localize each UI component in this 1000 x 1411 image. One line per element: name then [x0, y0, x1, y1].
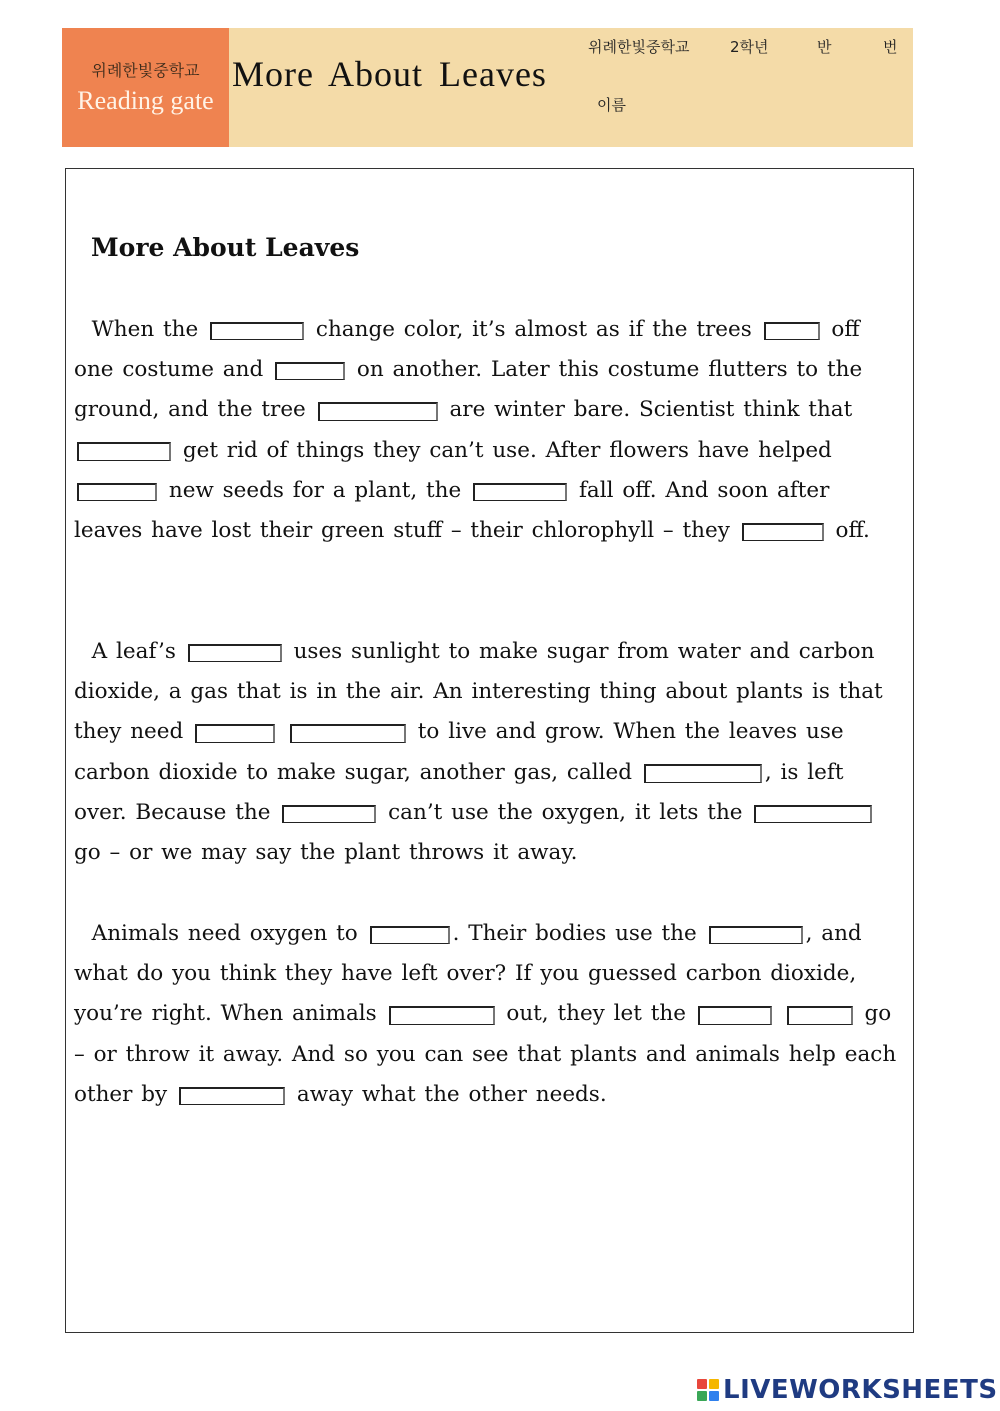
blank-input[interactable]: [644, 764, 762, 782]
meta-class: 반: [817, 38, 832, 56]
passage-title: More About Leaves: [91, 233, 360, 262]
blank-input[interactable]: [179, 1087, 285, 1105]
text-segment: go – or throw it away. And so you can see that plants and animals help each other by: [74, 1001, 906, 1107]
brand-name: LIVEWORKSHEETS: [723, 1375, 998, 1405]
meta-grade: 2학년: [730, 38, 769, 56]
text-segment: fall off. And soon after leaves have lost their green stuff – their chlorophyll – they: [74, 477, 839, 544]
blank-input[interactable]: [188, 644, 282, 662]
blank-input[interactable]: [318, 402, 438, 420]
blank-input[interactable]: [290, 724, 406, 742]
text-segment: change color, it’s almost as if the trees: [315, 317, 752, 342]
text-segment: can’t use the oxygen, it lets the: [388, 799, 743, 825]
text-segment: off.: [835, 518, 870, 544]
header-title: More About Leaves: [232, 54, 547, 94]
school-badge: [62, 28, 229, 147]
blank-input[interactable]: [473, 483, 567, 501]
badge-school-name: 위례한빛중학교: [91, 61, 200, 80]
blank-input[interactable]: [709, 926, 803, 944]
liveworksheets-logo: [697, 1375, 998, 1405]
text-segment: When the: [91, 317, 199, 342]
text-segment: , and what do you think they have left over? If you guessed carbon dioxide, you’re right. When animals: [74, 921, 871, 1027]
text-segment: new seeds for a plant, the: [168, 477, 462, 503]
text-segment: out, they let the: [506, 1001, 686, 1027]
text-segment: to live and grow. When the leaves use carbon dioxide to make sugar, another gas, called: [74, 719, 853, 785]
text-segment: . Their bodies use the: [452, 921, 697, 946]
worksheet-header: [62, 28, 913, 147]
meta-school: 위례한빛중학교: [588, 38, 690, 56]
paragraph-2: [74, 632, 904, 873]
text-segment: are winter bare. Scientist think that: [449, 397, 853, 423]
text-segment: get rid of things they can’t use. After flowers have helped: [182, 437, 832, 463]
blank-input[interactable]: [282, 805, 376, 823]
text-segment: uses sunlight to make sugar from water and carbon dioxide, a gas that is in the air. An interesting thing about plants is that they need: [74, 639, 892, 745]
text-segment: A leaf’s: [91, 639, 176, 664]
worksheet-body: [65, 168, 914, 1333]
blank-input[interactable]: [787, 1006, 853, 1024]
blank-input[interactable]: [764, 322, 820, 340]
blank-input[interactable]: [742, 523, 824, 541]
blank-input[interactable]: [77, 483, 157, 501]
text-segment: on another. Later this costume flutters to the ground, and the tree: [74, 357, 872, 423]
blank-input[interactable]: [754, 805, 872, 823]
logo-blocks-icon: [697, 1379, 719, 1401]
blank-input[interactable]: [77, 442, 171, 460]
blank-input[interactable]: [195, 724, 275, 742]
text-segment: go – or we may say the plant throws it away.: [74, 840, 578, 866]
meta-number: 번: [883, 38, 898, 56]
blank-input[interactable]: [275, 362, 345, 380]
text-segment: off one costume and: [74, 317, 869, 383]
text-segment: away what the other needs.: [296, 1081, 607, 1107]
blank-input[interactable]: [370, 926, 450, 944]
text-segment: Animals need oxygen to: [91, 921, 358, 946]
blank-input[interactable]: [389, 1006, 495, 1024]
text-segment: , is left over. Because the: [74, 759, 853, 825]
meta-name: 이름: [597, 96, 626, 114]
blank-input[interactable]: [698, 1006, 772, 1024]
paragraph-1: [74, 310, 904, 551]
badge-title: Reading gate: [77, 86, 214, 115]
paragraph-3: [74, 914, 904, 1115]
blank-input[interactable]: [210, 322, 304, 340]
